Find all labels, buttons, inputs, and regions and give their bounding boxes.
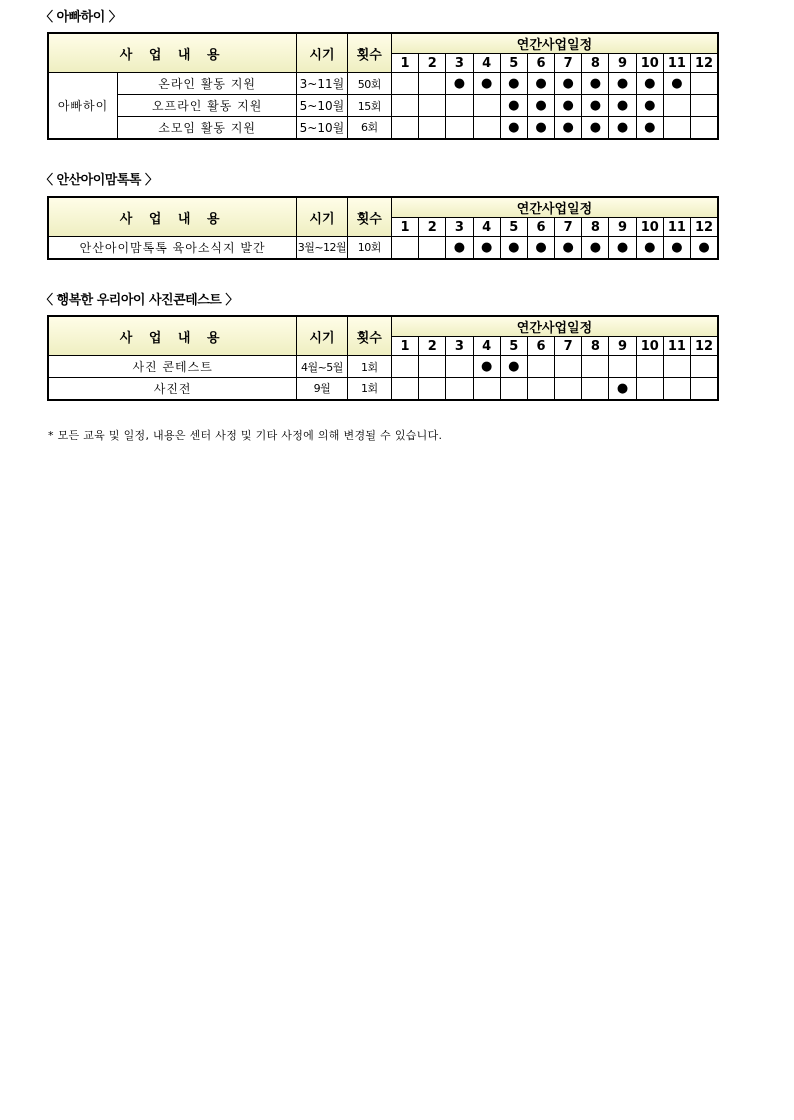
- month-cell-6: [527, 117, 554, 139]
- month-cell-4: [473, 356, 500, 378]
- schedule-dot: ●: [508, 239, 520, 255]
- month-header-8: 8: [582, 54, 609, 73]
- schedule-dot: ●: [589, 98, 602, 113]
- month-header-11: 11: [663, 337, 690, 356]
- schedule-table-imomtoktok: [47, 196, 719, 260]
- table-row: [48, 237, 718, 259]
- schedule-dot: ●: [508, 359, 520, 374]
- month-cell-7: [555, 356, 582, 378]
- schedule-dot: ●: [616, 239, 629, 255]
- month-cell-7: [555, 237, 582, 259]
- schedule-dot: ●: [535, 239, 547, 255]
- header-period: 시기: [297, 316, 347, 356]
- table-row: [48, 73, 718, 95]
- item-count: 10회: [347, 237, 391, 259]
- item-count: 6회: [347, 117, 391, 139]
- month-cell-1: [391, 237, 418, 259]
- item-name: 사진 콘테스트: [48, 356, 297, 378]
- month-header-11: 11: [663, 218, 690, 237]
- header-content: 사 업 내 용: [48, 316, 297, 356]
- month-header-6: 6: [527, 54, 554, 73]
- month-cell-4: [473, 73, 500, 95]
- header-schedule: 연간사업일정: [391, 33, 718, 54]
- item-period: 5~10월: [297, 95, 347, 117]
- month-header-4: 4: [473, 337, 500, 356]
- month-header-5: 5: [500, 54, 527, 73]
- month-cell-12: [691, 356, 718, 378]
- month-cell-1: [391, 117, 418, 139]
- month-cell-10: [636, 117, 663, 139]
- month-header-8: 8: [582, 218, 609, 237]
- schedule-dot: ●: [644, 239, 656, 255]
- month-header-10: 10: [636, 54, 663, 73]
- month-cell-5: [500, 356, 527, 378]
- month-cell-8: [582, 73, 609, 95]
- month-cell-9: [609, 73, 636, 95]
- month-cell-1: [391, 356, 418, 378]
- item-name: 사진전: [48, 378, 297, 400]
- month-cell-6: [527, 237, 554, 259]
- month-cell-3: [446, 237, 473, 259]
- month-cell-7: [555, 378, 582, 400]
- schedule-dot: ●: [589, 239, 602, 255]
- month-cell-4: [473, 117, 500, 139]
- schedule-dot: ●: [480, 239, 493, 255]
- schedule-dot: ●: [453, 239, 466, 255]
- schedule-table-photo-contest: [47, 315, 719, 401]
- month-header-7: 7: [555, 218, 582, 237]
- month-cell-3: [446, 73, 473, 95]
- schedule-dot: ●: [508, 76, 520, 91]
- header-schedule: 연간사업일정: [391, 316, 718, 337]
- month-header-8: 8: [582, 337, 609, 356]
- month-header-10: 10: [636, 337, 663, 356]
- schedule-dot: ●: [644, 98, 656, 113]
- table-row: [48, 378, 718, 400]
- schedule-dot: ●: [535, 76, 547, 91]
- schedule-dot: ●: [562, 98, 574, 113]
- section-title-appahai: 〈 아빠하이 〉: [40, 10, 122, 25]
- month-header-1: 1: [391, 54, 418, 73]
- month-cell-5: [500, 378, 527, 400]
- month-cell-4: [473, 237, 500, 259]
- month-cell-2: [419, 237, 446, 259]
- schedule-dot: ●: [453, 76, 466, 91]
- item-count: 1회: [347, 378, 391, 400]
- schedule-dot: ●: [508, 98, 520, 113]
- month-header-6: 6: [527, 337, 554, 356]
- month-header-3: 3: [446, 54, 473, 73]
- month-header-2: 2: [419, 218, 446, 237]
- header-count: 횟수: [347, 33, 391, 73]
- month-cell-12: [691, 237, 718, 259]
- month-header-4: 4: [473, 54, 500, 73]
- item-count: 1회: [347, 356, 391, 378]
- schedule-dot: ●: [616, 380, 629, 396]
- schedule-dot: ●: [644, 76, 656, 91]
- schedule-dot: ●: [480, 76, 493, 91]
- month-header-11: 11: [663, 54, 690, 73]
- month-cell-8: [582, 356, 609, 378]
- month-cell-2: [419, 73, 446, 95]
- month-header-3: 3: [446, 337, 473, 356]
- month-cell-9: [609, 95, 636, 117]
- month-header-6: 6: [527, 218, 554, 237]
- header-content: 사 업 내 용: [48, 33, 297, 73]
- month-cell-1: [391, 95, 418, 117]
- month-cell-1: [391, 73, 418, 95]
- item-period: 4월~5월: [297, 356, 347, 378]
- month-cell-2: [419, 117, 446, 139]
- header-period: 시기: [297, 197, 347, 237]
- schedule-dot: ●: [616, 76, 629, 91]
- month-cell-10: [636, 95, 663, 117]
- schedule-dot: ●: [589, 119, 602, 135]
- month-cell-1: [391, 378, 418, 400]
- month-cell-6: [527, 95, 554, 117]
- item-period: 5~10월: [297, 117, 347, 139]
- month-cell-11: [663, 117, 690, 139]
- header-schedule: 연간사업일정: [391, 197, 718, 218]
- month-header-3: 3: [446, 218, 473, 237]
- month-cell-9: [609, 378, 636, 400]
- schedule-dot: ●: [535, 98, 547, 113]
- month-cell-11: [663, 95, 690, 117]
- month-header-7: 7: [555, 337, 582, 356]
- month-cell-3: [446, 95, 473, 117]
- month-header-9: 9: [609, 54, 636, 73]
- month-header-1: 1: [391, 218, 418, 237]
- month-cell-8: [582, 95, 609, 117]
- month-cell-3: [446, 378, 473, 400]
- month-cell-9: [609, 356, 636, 378]
- group-label: 아빠하이: [48, 73, 118, 139]
- item-period: 9월: [297, 378, 347, 400]
- month-cell-11: [663, 237, 690, 259]
- month-cell-8: [582, 117, 609, 139]
- month-cell-4: [473, 95, 500, 117]
- month-cell-6: [527, 356, 554, 378]
- month-cell-12: [691, 378, 718, 400]
- month-cell-10: [636, 378, 663, 400]
- month-header-2: 2: [419, 337, 446, 356]
- month-cell-3: [446, 117, 473, 139]
- month-cell-10: [636, 237, 663, 259]
- month-cell-5: [500, 117, 527, 139]
- month-cell-12: [691, 117, 718, 139]
- schedule-table-appahai: [47, 32, 719, 140]
- month-cell-8: [582, 237, 609, 259]
- month-cell-3: [446, 356, 473, 378]
- month-cell-7: [555, 117, 582, 139]
- month-header-12: 12: [691, 337, 718, 356]
- month-header-5: 5: [500, 218, 527, 237]
- schedule-dot: ●: [535, 119, 547, 135]
- section-title-photo-contest: 〈 행복한 우리아이 사진콘테스트 〉: [40, 293, 238, 308]
- item-period: 3~11월: [297, 73, 347, 95]
- month-cell-5: [500, 237, 527, 259]
- item-count: 50회: [347, 73, 391, 95]
- month-cell-6: [527, 378, 554, 400]
- month-cell-11: [663, 378, 690, 400]
- schedule-dot: ●: [480, 359, 493, 374]
- header-count: 횟수: [347, 197, 391, 237]
- schedule-dot: ●: [589, 76, 602, 91]
- month-cell-12: [691, 73, 718, 95]
- month-header-1: 1: [391, 337, 418, 356]
- month-cell-2: [419, 378, 446, 400]
- schedule-dot: ●: [671, 239, 683, 255]
- month-cell-2: [419, 356, 446, 378]
- schedule-dot: ●: [671, 76, 683, 91]
- month-cell-5: [500, 73, 527, 95]
- month-cell-12: [691, 95, 718, 117]
- month-cell-5: [500, 95, 527, 117]
- schedule-dot: ●: [562, 119, 574, 135]
- month-cell-7: [555, 95, 582, 117]
- footnote: * 모든 교육 및 일정, 내용은 센터 사정 및 기타 사정에 의해 변경될 수 있습니다.: [48, 429, 443, 442]
- table-row: [48, 95, 718, 117]
- month-header-12: 12: [691, 54, 718, 73]
- item-name: 안산아이맘톡톡 육아소식지 발간: [48, 237, 297, 259]
- month-header-2: 2: [419, 54, 446, 73]
- item-name: 오프라인 활동 지원: [118, 95, 297, 117]
- month-cell-8: [582, 378, 609, 400]
- table-row: [48, 356, 718, 378]
- table-row: [48, 117, 718, 139]
- header-period: 시기: [297, 33, 347, 73]
- item-name: 소모임 활동 지원: [118, 117, 297, 139]
- schedule-dot: ●: [644, 119, 656, 135]
- month-header-9: 9: [609, 218, 636, 237]
- month-header-4: 4: [473, 218, 500, 237]
- schedule-dot: ●: [508, 119, 520, 135]
- month-header-10: 10: [636, 218, 663, 237]
- item-period: 3월~12월: [297, 237, 347, 259]
- month-cell-4: [473, 378, 500, 400]
- month-cell-11: [663, 73, 690, 95]
- schedule-dot: ●: [562, 76, 574, 91]
- header-count: 횟수: [347, 316, 391, 356]
- month-cell-2: [419, 95, 446, 117]
- header-content: 사 업 내 용: [48, 197, 297, 237]
- month-header-9: 9: [609, 337, 636, 356]
- item-count: 15회: [347, 95, 391, 117]
- schedule-dot: ●: [562, 239, 574, 255]
- schedule-dot: ●: [616, 98, 629, 113]
- month-cell-9: [609, 117, 636, 139]
- schedule-dot: ●: [698, 239, 710, 255]
- month-cell-11: [663, 356, 690, 378]
- month-header-7: 7: [555, 54, 582, 73]
- item-name: 온라인 활동 지원: [118, 73, 297, 95]
- month-cell-9: [609, 237, 636, 259]
- month-header-5: 5: [500, 337, 527, 356]
- section-title-imomtoktok: 〈 안산아이맘톡톡 〉: [40, 173, 158, 188]
- month-header-12: 12: [691, 218, 718, 237]
- month-cell-7: [555, 73, 582, 95]
- month-cell-10: [636, 73, 663, 95]
- month-cell-6: [527, 73, 554, 95]
- schedule-dot: ●: [616, 119, 629, 135]
- month-cell-10: [636, 356, 663, 378]
